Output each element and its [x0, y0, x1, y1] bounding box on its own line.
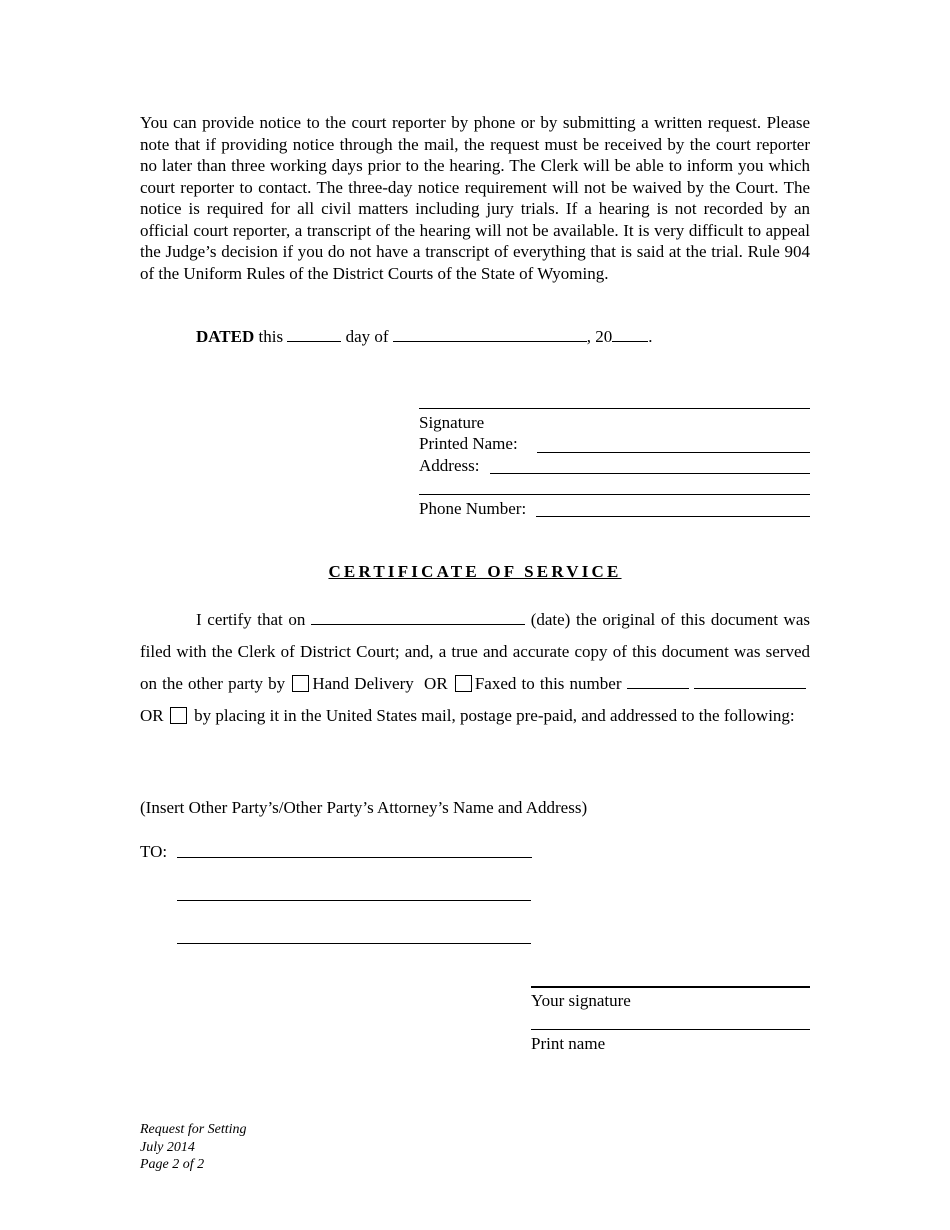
insert-party-note: (Insert Other Party’s/Other Party’s Attorney’s Name and Address) — [140, 798, 588, 817]
notice-paragraph: You can provide notice to the court reporter by phone or by submitting a written request. Please note that if providing notice through the mail, the request must be received by the court reporter no later than three working days prior to the hearing. The Clerk will be able to inform you which court reporter to contact. The three-day notice requirement will not be waived by the Court. The notice is required for all civil matters including jury trials. If a hearing is not recorded by an official court reporter, a transcript of the hearing will not be available. It is very difficult to appeal the Judge’s decision if you do not have a transcript of everything that is said at the trial. Rule 904 of the Uniform Rules of the District Courts of the State of Wyoming. — [140, 113, 810, 283]
hand-delivery-checkbox[interactable] — [292, 675, 309, 692]
to-line-1[interactable] — [177, 857, 532, 858]
phone-number-line[interactable] — [536, 516, 810, 517]
faxed-label: Faxed to this number — [474, 674, 622, 693]
print-name-line[interactable] — [531, 1029, 810, 1030]
certificate-body — [140, 604, 810, 732]
signature-line[interactable] — [419, 408, 810, 409]
day-blank[interactable] — [287, 326, 341, 342]
footer-form-name: Request for Setting — [140, 1122, 247, 1137]
dated-line — [196, 326, 653, 347]
address-line-2[interactable] — [419, 494, 810, 495]
mail-checkbox[interactable] — [170, 707, 187, 724]
your-signature-line[interactable] — [531, 986, 810, 988]
print-name-label: Print name — [531, 1034, 606, 1053]
dated-this-text: this — [254, 327, 288, 346]
to-line-2[interactable] — [177, 900, 531, 901]
faxed-checkbox[interactable] — [455, 675, 472, 692]
to-label: TO: — [140, 842, 168, 861]
or-text-2: OR — [140, 706, 164, 725]
phone-number-label: Phone Number: — [419, 499, 527, 518]
fax-number-blank-2[interactable] — [694, 673, 806, 689]
mail-text: by placing it in the United States mail, postage pre-paid, and addressed to the following: — [194, 706, 795, 725]
fax-number-blank-1[interactable] — [627, 673, 689, 689]
or-text-1: OR — [424, 674, 448, 693]
dated-label: DATED — [196, 327, 255, 346]
dated-year-prefix: , 20 — [586, 327, 613, 346]
address-label: Address: — [419, 456, 480, 475]
your-signature-label: Your signature — [531, 991, 631, 1010]
certificate-title: CERTIFICATE OF SERVICE — [328, 562, 622, 581]
printed-name-line[interactable] — [537, 452, 810, 453]
footer-date: July 2014 — [140, 1139, 195, 1155]
year-blank[interactable] — [612, 326, 648, 342]
to-line-3[interactable] — [177, 943, 531, 944]
month-blank[interactable] — [393, 326, 587, 342]
certify-on-text: I certify that on — [196, 610, 306, 629]
dated-period: . — [648, 327, 653, 346]
hand-delivery-label: Hand Delivery — [312, 674, 414, 693]
printed-name-label: Printed Name: — [419, 434, 518, 453]
footer-page-number: Page 2 of 2 — [140, 1157, 205, 1172]
certify-date-blank[interactable] — [311, 609, 525, 625]
signature-label: Signature — [419, 413, 485, 432]
certify-date-text: (date) the original of this document was filed with the Clerk of District Court; and, a true and accurate copy of this document was served on the other party by — [140, 610, 811, 693]
footer — [140, 1121, 247, 1174]
address-line-1[interactable] — [490, 473, 810, 474]
dated-day-of-text: day of — [341, 327, 393, 346]
